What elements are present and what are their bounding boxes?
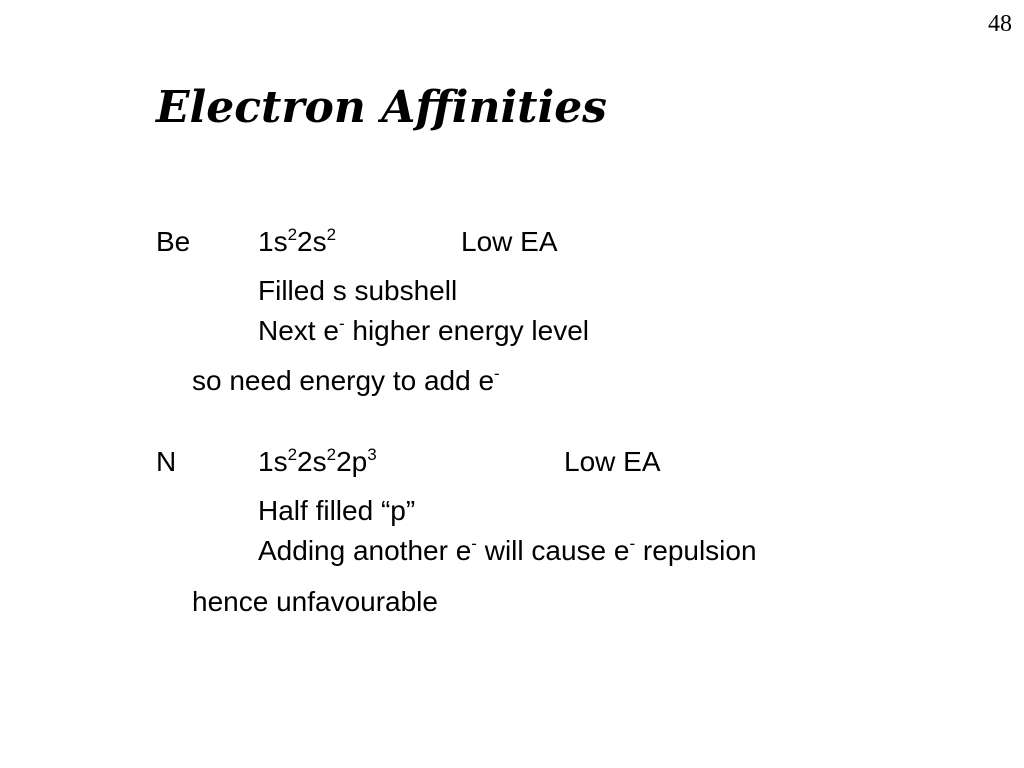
note-text: higher energy level [344,315,589,346]
config-part: 2p [336,446,368,477]
n-note-repulsion [258,534,757,568]
be-note-filled-subshell: Filled s subshell [258,275,458,306]
config-superscript: 2 [326,444,337,464]
be-ea-label: Low EA [461,226,558,257]
config-superscript: 2 [287,224,298,244]
charge-superscript: - [338,313,345,333]
charge-superscript: - [471,533,477,553]
slide-title: Electron Affinities [156,82,607,133]
config-superscript: 2 [326,224,337,244]
config-part: 1s [258,446,288,477]
config-part: 1s [258,226,288,257]
note-text: repulsion [635,535,757,566]
n-element-label: N [156,446,177,477]
config-part: 2s [297,226,327,257]
config-superscript: 3 [367,444,377,464]
n-ea-label: Low EA [564,446,661,477]
be-note-next-electron [258,314,589,348]
config-superscript: 2 [287,444,298,464]
be-element-label: Be [156,226,191,257]
note-text: Next e [258,315,339,346]
conclusion-text: so need energy to add e [192,365,495,396]
charge-superscript: - [629,533,636,553]
n-conclusion: hence unfavourable [192,586,438,617]
charge-superscript: - [494,363,500,383]
page-number: 48 [988,11,1012,37]
be-conclusion [192,364,500,398]
note-text: will cause e [476,535,630,566]
be-electron-configuration [258,225,336,259]
n-electron-configuration [258,445,377,479]
config-part: 2s [297,446,327,477]
n-note-half-filled: Half filled “p” [258,495,416,526]
note-text: Adding another e [258,535,472,566]
